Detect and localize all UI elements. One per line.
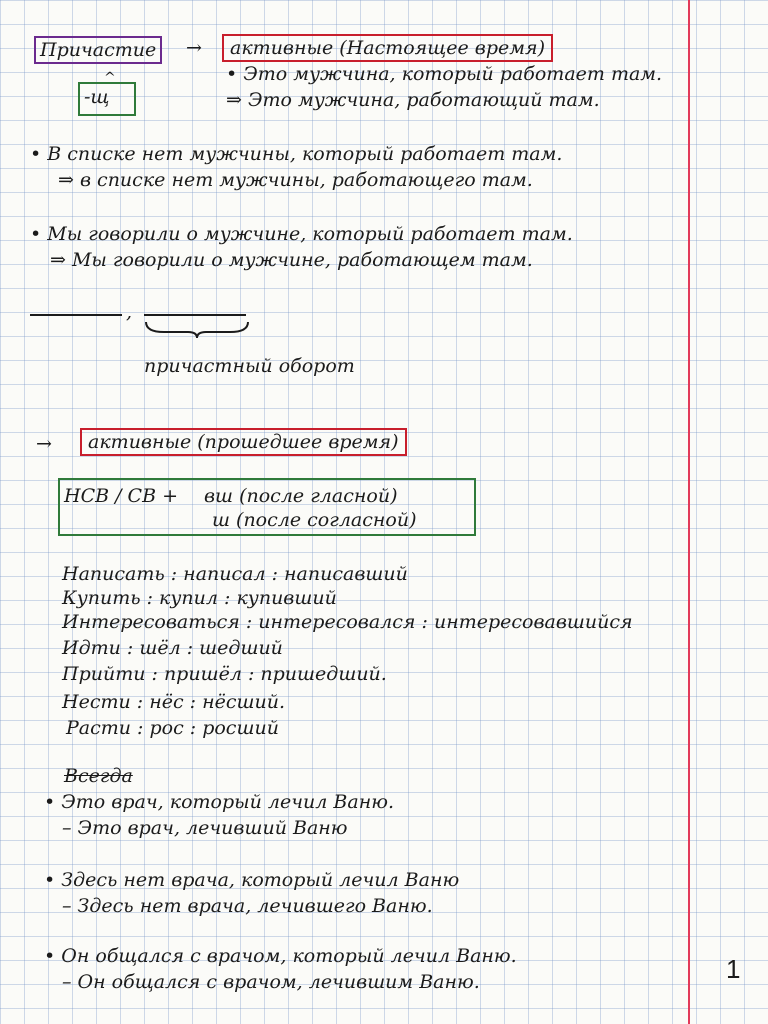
participle-phrase-caption: причастный оборот: [144, 355, 355, 377]
clause-underline: [30, 314, 122, 316]
rule-suffix-consonant: ш (после согласной): [212, 509, 417, 531]
active-present-heading: активные (Настоящее время): [222, 34, 553, 62]
suffix-caret-icon: ^: [104, 70, 116, 86]
past-example: – Это врач, лечивший Ваню: [62, 817, 348, 839]
suffix-mark: -щ: [84, 86, 110, 108]
crossed-out-label: Всегда: [64, 765, 133, 787]
form-row: Расти : рос : росший: [66, 717, 279, 739]
form-row: Интересоваться : интересовался : интересовавшийся: [62, 611, 633, 633]
brace-icon: [144, 318, 250, 340]
form-row: Купить : купил : купивший: [62, 587, 337, 609]
heading-label: Причастие: [34, 36, 162, 64]
arrow-icon-2: →: [36, 433, 52, 455]
arrow-icon: →: [186, 37, 202, 59]
past-example: • Это врач, который лечил Ваню.: [44, 791, 394, 813]
rule-suffix-vowel: вш (после гласной): [204, 485, 398, 507]
page-number: 1: [726, 954, 741, 984]
past-example: – Он общался с врачом, лечившим Ваню.: [62, 971, 480, 993]
phrase-underline: [144, 314, 246, 316]
comma-mark: ,: [126, 301, 133, 323]
form-row: Идти : шёл : шедший: [62, 637, 283, 659]
present-example-1: • Это мужчина, который работает там.: [226, 63, 663, 85]
present-example-1-result: ⇒ Это мужчина, работающий там.: [226, 89, 600, 111]
present-example-2-result: ⇒ в списке нет мужчины, работающего там.: [58, 169, 533, 191]
present-example-2: • В списке нет мужчины, который работает там.: [30, 143, 563, 165]
past-example: • Здесь нет врача, который лечил Ваню: [44, 869, 460, 891]
active-past-heading: активные (прошедшее время): [80, 428, 407, 456]
past-example: • Он общался с врачом, который лечил Ваню.: [44, 945, 517, 967]
rule-aspect: НСВ / СВ +: [64, 485, 179, 507]
form-row: Написать : написал : написавший: [62, 563, 408, 585]
form-row: Нести : нёс : нёсший.: [62, 691, 285, 713]
present-example-3: • Мы говорили о мужчине, который работает там.: [30, 223, 573, 245]
margin-line: [688, 0, 690, 1024]
present-example-3-result: ⇒ Мы говорили о мужчине, работающем там.: [50, 249, 533, 271]
form-row: Прийти : пришёл : пришедший.: [62, 663, 387, 685]
past-example: – Здесь нет врача, лечившего Ваню.: [62, 895, 433, 917]
